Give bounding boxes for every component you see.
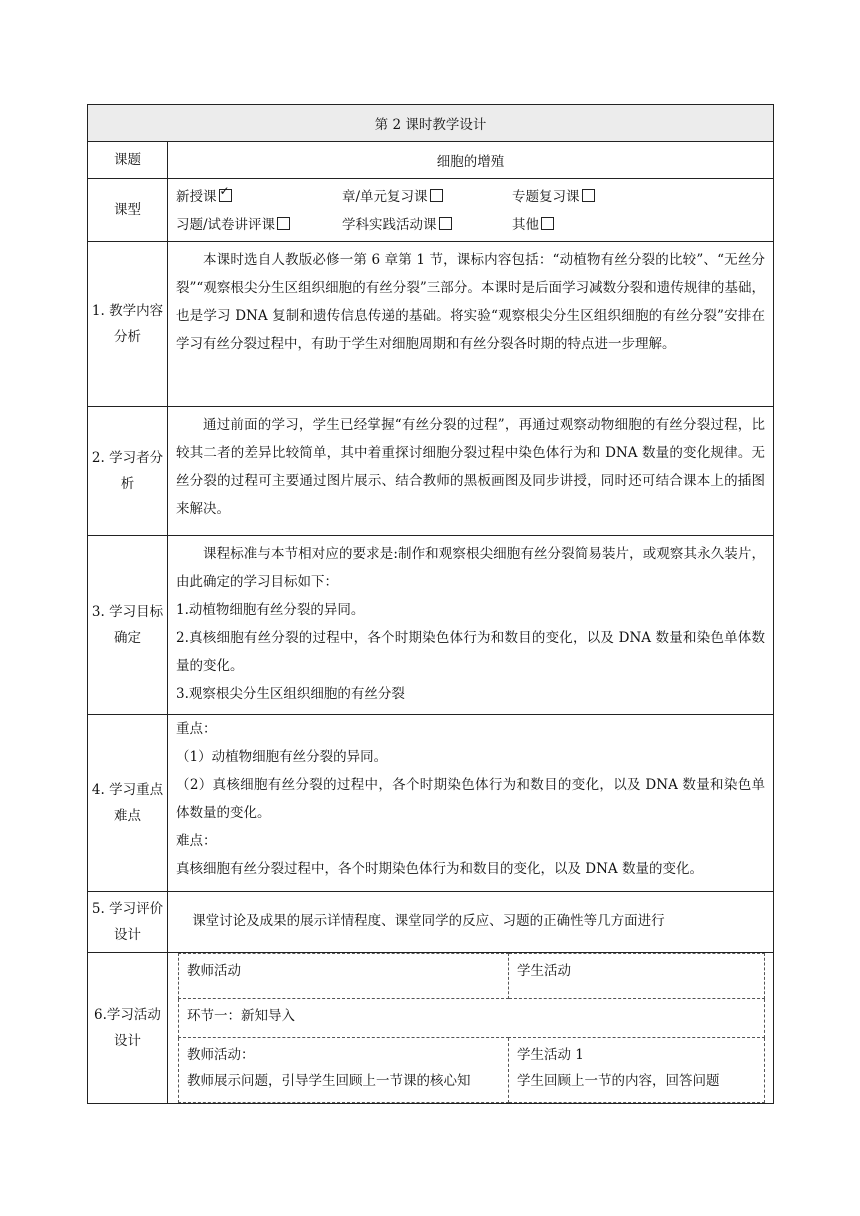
type-option-other[interactable]: 其他 <box>512 213 554 233</box>
activities-cell <box>168 953 774 1104</box>
objectives-intro: 课程标准与本节相对应的要求是:制作和观察根尖细胞有丝分裂简易装片，或观察其永久装片，由此确定的学习目标如下： <box>176 546 766 590</box>
activities-label: 6.学习活动设计 <box>88 953 168 1104</box>
evaluation-cell <box>168 892 774 953</box>
course-name: 细胞的增殖 <box>168 142 774 179</box>
checkbox-icon <box>541 217 554 230</box>
evaluation-row <box>88 892 774 953</box>
course-row <box>88 142 774 179</box>
activities-row <box>88 953 774 1104</box>
document-title: 第 2 课时教学设计 <box>88 105 774 142</box>
content-analysis-row <box>88 242 774 407</box>
type-option-practice[interactable]: 学科实践活动课 <box>342 213 512 233</box>
key-point-item: （2）真核细胞有丝分裂的过程中，各个时期染色体行为和数目的变化，以及 DNA 数量和染色单体数量的变化。 <box>176 777 766 821</box>
course-label: 课题 <box>88 142 168 179</box>
checkbox-icon <box>582 189 595 202</box>
lesson-plan-table <box>87 104 774 1104</box>
student-activity-text: 学生回顾上一节的内容，回答问题 <box>517 1073 720 1089</box>
difficult-point-text: 真核细胞有丝分裂过程中，各个时期染色体行为和数目的变化，以及 DNA 数量的变化。 <box>176 861 703 877</box>
student-activity-cell <box>509 1038 765 1103</box>
stage-title: 环节一：新知导入 <box>179 999 765 1038</box>
checkbox-icon <box>439 217 452 230</box>
activity-detail-row <box>179 1038 765 1103</box>
learner-analysis-label: 2. 学习者分析 <box>88 407 168 536</box>
type-row <box>88 179 774 242</box>
checkbox-icon <box>277 217 290 230</box>
learner-analysis-cell <box>168 407 774 536</box>
objective-item: 3.观察根尖分生区组织细胞的有丝分裂 <box>176 686 405 702</box>
teacher-activity-label: 教师活动： <box>187 1047 255 1063</box>
evaluation-text: 课堂讨论及成果的展示详情程度、课堂同学的反应、习题的正确性等几方面进行 <box>192 913 665 929</box>
objectives-label: 3. 学习目标确定 <box>88 536 168 715</box>
activities-header-row <box>179 954 765 999</box>
key-points-heading: 重点： <box>176 721 217 737</box>
stage-row <box>179 999 765 1038</box>
key-points-label: 4. 学习重点难点 <box>88 715 168 892</box>
teacher-activity-header: 教师活动 <box>179 954 509 999</box>
type-option-unit-review[interactable]: 章/单元复习课 <box>342 185 512 205</box>
title-row <box>88 105 774 142</box>
learner-analysis-text: 通过前面的学习，学生已经掌握“有丝分裂的过程”，再通过观察动物细胞的有丝分裂过程，比较其二者的差异比较简单，其中着重探讨细胞分裂过程中染色体行为和 DNA 数量的变化规律。无丝分裂的过程可主要通过图片展示、结合教师的黑板画图及同步讲授，同时还可结合课本上的插图来解决。 <box>176 417 766 517</box>
checked-box-icon <box>219 189 232 202</box>
objective-item: 2.真核细胞有丝分裂的过程中，各个时期染色体行为和数目的变化，以及 DNA 数量和染色单体数量的变化。 <box>176 630 766 674</box>
student-activity-label: 学生活动 1 <box>517 1047 584 1063</box>
difficult-points-heading: 难点： <box>176 833 217 849</box>
type-label: 课型 <box>88 179 168 242</box>
key-points-cell <box>168 715 774 892</box>
key-point-item: （1）动植物细胞有丝分裂的异同。 <box>176 749 388 765</box>
evaluation-label: 5. 学习评价设计 <box>88 892 168 953</box>
content-analysis-cell <box>168 242 774 407</box>
type-option-new[interactable]: 新授课✓ <box>176 185 342 205</box>
type-option-exercise[interactable]: 习题/试卷讲评课 <box>176 213 342 233</box>
teacher-activity-cell <box>179 1038 509 1103</box>
objective-item: 1.动植物细胞有丝分裂的异同。 <box>176 602 365 618</box>
type-option-topic-review[interactable]: 专题复习课 <box>512 185 595 205</box>
objectives-cell <box>168 536 774 715</box>
content-analysis-text: 本课时选自人教版必修一第 6 章第 1 节，课标内容包括：“动植物有丝分裂的比较”、“无丝分裂”“观察根尖分生区组织细胞的有丝分裂”三部分。本课时是后面学习减数分裂和遗传规律的基础，也是学习 DNA 复制和遗传信息传递的基础。将实验“观察根尖分生区组织细胞的有丝分裂”安排在学习有丝分裂过程中，有助于学生对细胞周期和有丝分裂各时期的特点进一步理解。 <box>176 252 766 352</box>
key-points-row <box>88 715 774 892</box>
type-options <box>168 179 774 242</box>
objectives-row <box>88 536 774 715</box>
content-analysis-label: 1. 教学内容分析 <box>88 242 168 407</box>
learner-analysis-row <box>88 407 774 536</box>
student-activity-header: 学生活动 <box>509 954 765 999</box>
activities-table <box>178 953 765 1103</box>
teacher-activity-text: 教师展示问题，引导学生回顾上一节课的核心知 <box>187 1073 471 1089</box>
checkbox-icon <box>430 189 443 202</box>
